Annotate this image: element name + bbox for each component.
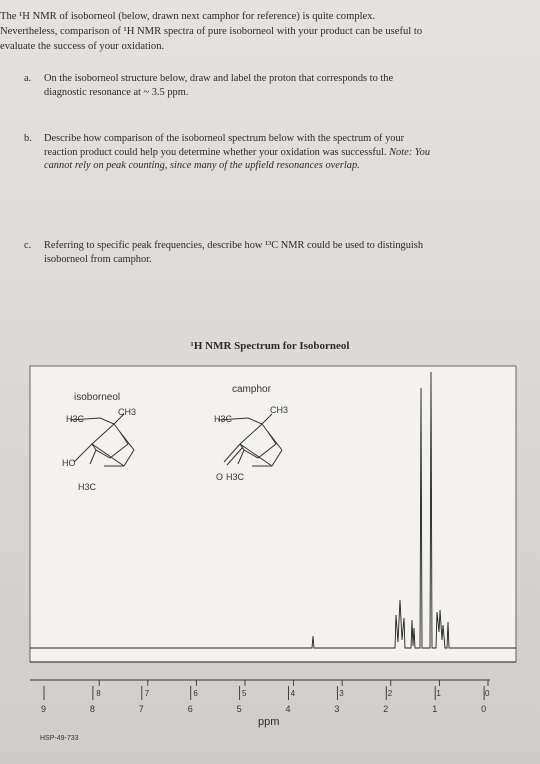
- intro-line-1: The ¹H NMR of isoborneol (below, drawn next camphor for reference) is quite complex.: [0, 11, 376, 22]
- lower-tick-label: 3: [334, 704, 340, 714]
- upper-tick-label: 3: [339, 689, 344, 698]
- axis-label: ppm: [258, 716, 280, 728]
- question-b-note: cannot rely on peak counting, since many of the upfield resonances overlap.: [44, 160, 360, 172]
- upper-tick-label: 6: [193, 689, 198, 698]
- lower-ticks: [41, 686, 486, 714]
- question-label: c.: [24, 240, 32, 251]
- question-a-line-1: On the isoborneol structure below, draw and label the proton that corresponds to the: [44, 73, 394, 84]
- question-label: a.: [24, 73, 32, 84]
- isoborneol-ch3-top: CH3: [118, 407, 137, 417]
- camphor-ch3-top: CH3: [270, 405, 289, 415]
- question-c-line-1: Referring to specific peak frequencies, describe how ¹³C NMR could be used to distinguish: [44, 240, 424, 251]
- upper-tick-label: 7: [144, 689, 150, 698]
- lower-tick-label: 2: [383, 704, 389, 714]
- lower-tick-label: 6: [187, 704, 193, 714]
- upper-tick-label: 2: [387, 689, 393, 698]
- camphor-h3c-bottom: H3C: [226, 472, 245, 482]
- lower-tick-label: 4: [285, 704, 291, 714]
- spectrum-title: ¹H NMR Spectrum for Isoborneol: [190, 340, 350, 352]
- camphor-h3c-left: H3C: [214, 414, 233, 424]
- question-a-line-2: diagnostic resonance at ~ 3.5 ppm.: [44, 86, 189, 98]
- upper-tick-label: 0: [485, 689, 490, 698]
- isoborneol-h3c-left: H3C: [66, 414, 85, 424]
- camphor-o: O: [216, 472, 224, 482]
- lower-tick-label: 5: [236, 704, 242, 714]
- lower-tick-label: 9: [41, 704, 47, 714]
- upper-tick-label: 8: [96, 689, 101, 698]
- lower-tick-label: 7: [138, 704, 144, 714]
- lower-tick-label: 1: [432, 704, 438, 714]
- camphor-label: camphor: [232, 384, 271, 395]
- question-b-line-2: reaction product could help you determine whether your oxidation was successful.: [44, 146, 387, 158]
- question-c-line-2: isoborneol from camphor.: [44, 253, 152, 265]
- question-b-note-start: Note: You: [389, 146, 431, 158]
- isoborneol-h3c-bottom: H3C: [78, 482, 97, 492]
- intro-line-2: Nevertheless, comparison of ¹H NMR spectra of pure isoborneol with your product can be useful to: [0, 25, 423, 37]
- question-b-line-1: Describe how comparison of the isoborneol spectrum below with the spectrum of your: [44, 133, 405, 144]
- footer-code: HSP-49-733: [40, 735, 79, 742]
- question-label: b.: [24, 133, 32, 144]
- lower-tick-label: 8: [89, 704, 95, 714]
- lower-tick-label: 0: [481, 704, 487, 714]
- upper-tick-label: 4: [290, 689, 296, 698]
- upper-ticks: [96, 680, 490, 698]
- upper-tick-label: 1: [436, 689, 441, 698]
- isoborneol-ho: HO: [62, 458, 76, 468]
- isoborneol-label: isoborneol: [74, 392, 121, 403]
- upper-tick-label: 5: [242, 689, 247, 698]
- intro-line-3: evaluate the success of your oxidation.: [0, 40, 165, 52]
